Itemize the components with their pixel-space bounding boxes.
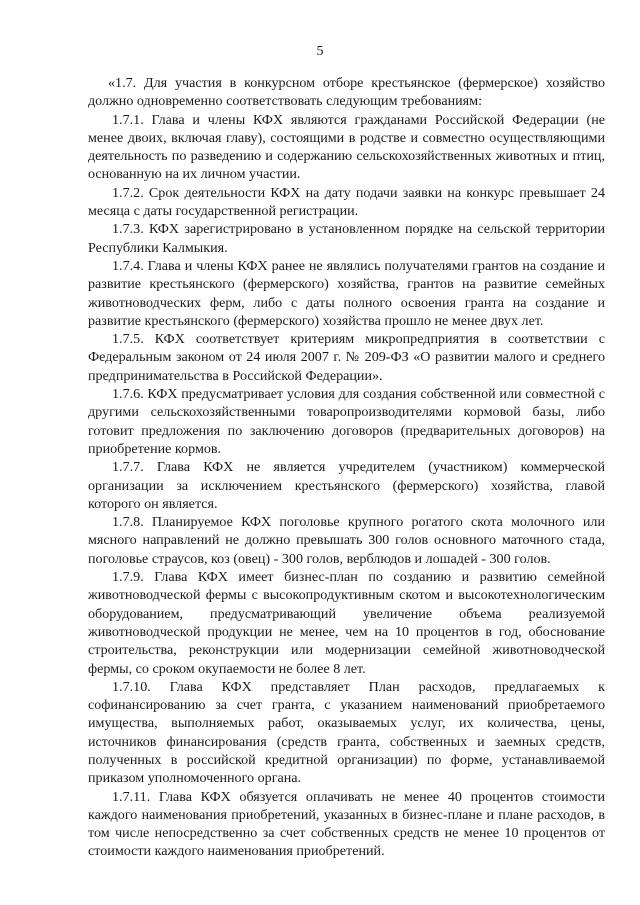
document-body: [88, 74, 605, 861]
paragraph-1-7-3: 1.7.3. КФХ зарегистрировано в установленном порядке на сельской территории Республики Калмыкия.: [88, 221, 605, 256]
paragraph-1-7-9: 1.7.9. Глава КФХ имеет бизнес-план по созданию и развитию семейной животноводческой фермы с высокопродуктивным скотом и высокотехнологическим оборудованием, предусматривающий увеличение объема реализуемой животноводческой продукции не менее, чем на 10 процентов в год, обоснование строительства, реконструкции или модернизации семейной животноводческой фермы, со сроком окупаемости не более 8 лет.: [88, 569, 605, 677]
paragraph-1-7-5: 1.7.5. КФХ соответствует критериям микропредприятия в соответствии с Федеральным законом от 24 июля 2007 г. № 209-ФЗ «О развитии малого и среднего предпринимательства в Российской Федерации».: [88, 331, 605, 384]
paragraph-1-7-1: 1.7.1. Глава и члены КФХ являются гражданами Российской Федерации (не менее двоих, включая главу), состоящими в родстве и совместно осуществляющими деятельность по разведению и содержанию сельскохозяйственных животных и птиц, основанную на их личном участии.: [88, 111, 605, 183]
paragraph-1-7-6: 1.7.6. КФХ предусматривает условия для создания собственной или совместной с другими сельскохозяйственными товаропроизводителями кормовой базы, либо готовит предложения по заключению договоров (предварительных договоров) на приобретение кормов.: [88, 386, 605, 457]
paragraph-1-7: «1.7. Для участия в конкурсном отборе крестьянское (фермерское) хозяйство должно одновременно соответствовать следующим требованиям:: [88, 75, 605, 110]
paragraph-1-7-2: 1.7.2. Срок деятельности КФХ на дату подачи заявки на конкурс превышает 24 месяца с даты государственной регистрации.: [88, 184, 605, 220]
paragraph-1-7-10: 1.7.10. Глава КФХ представляет План расходов, предлагаемых к софинансированию за счет гранта, с указанием наименований приобретаемого имущества, выполняемых работ, оказываемых услуг, их количества, цены, источников финансирования (средств гранта, собственных и заемных средств, полученных в российской кредитной организации) по форме, устанавливаемой приказом уполномоченного органа.: [88, 678, 605, 787]
paragraph-1-7-4: 1.7.4. Глава и члены КФХ ранее не являлись получателями грантов на создание и развитие крестьянского (фермерского) хозяйства, грантов на развитие семейных животноводческих ферм, либо с даты полного освоения гранта на создание и развитие крестьянского (фермерского) хозяйства прошло не менее двух лет.: [88, 257, 605, 329]
paragraph-1-7-8: 1.7.8. Планируемое КФХ поголовье крупного рогатого скота молочного или мясного направлений не должно превышать 300 голов основного маточного стада, поголовье страусов, коз (овец) - 300 голов, верблюдов и лошадей - 300 голов.: [88, 514, 605, 567]
page-number: 5: [316, 44, 324, 59]
paragraph-1-7-11: 1.7.11. Глава КФХ обязуется оплачивать не менее 40 процентов стоимости каждого наименования приобретений, указанных в бизнес-плане и плане расходов, в том числе непосредственно за счет собственных средств не менее 10 процентов от стоимости каждого наименования приобретений.: [88, 788, 605, 860]
paragraph-1-7-7: 1.7.7. Глава КФХ не является учредителем (участником) коммерческой организации за исключением крестьянского (фермерского) хозяйства, главой которого он является.: [88, 459, 605, 512]
